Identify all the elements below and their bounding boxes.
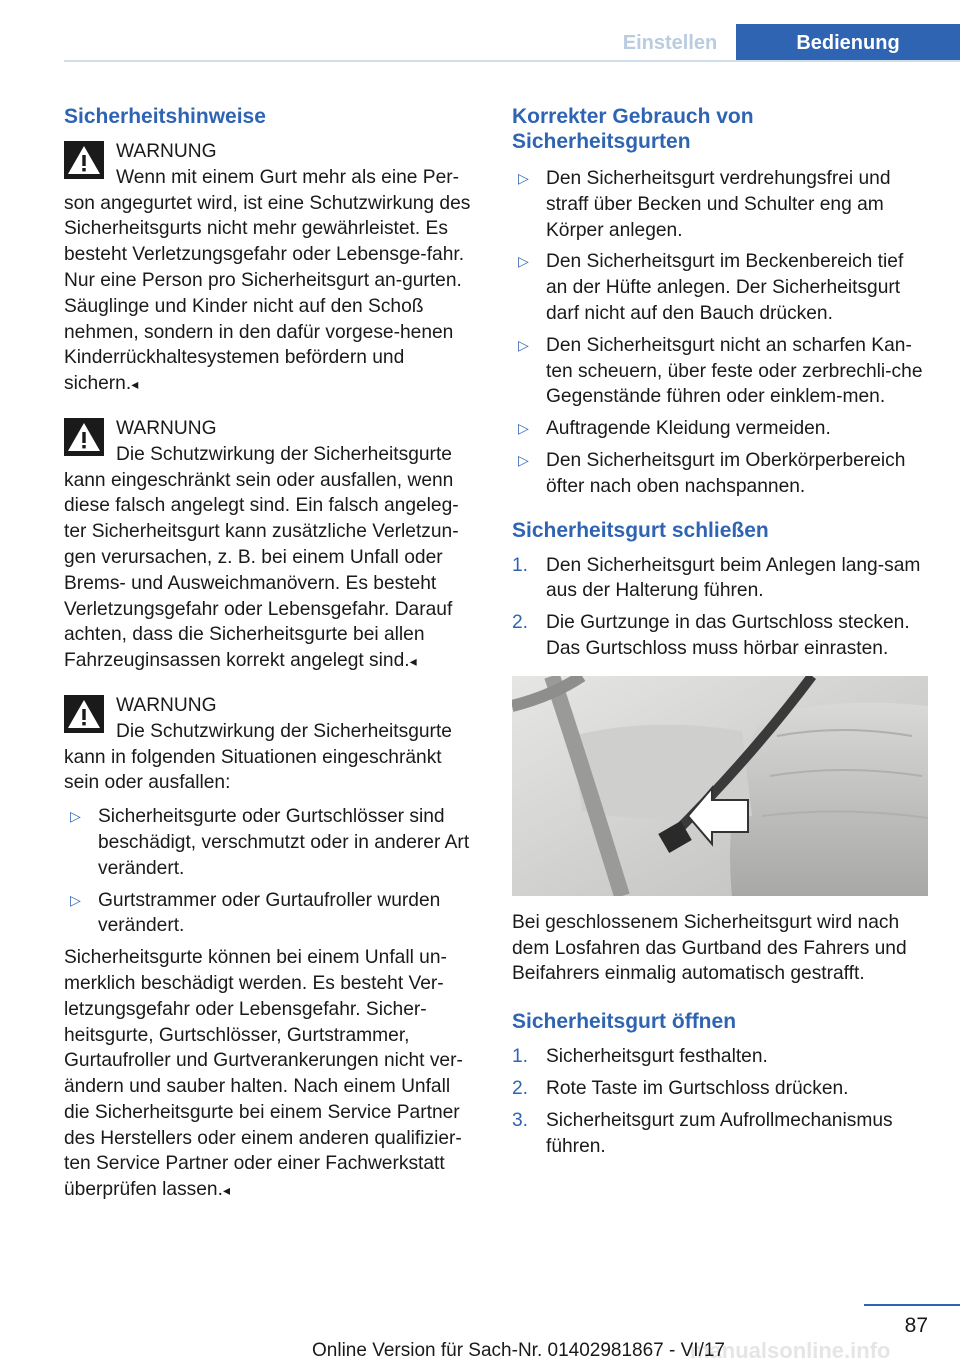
triangle-bullet-icon: ▷ <box>518 420 529 437</box>
end-mark: ◂ <box>409 653 417 670</box>
seatbelt-photo-illustration <box>512 676 928 896</box>
triangle-bullet-icon: ▷ <box>518 336 529 353</box>
warning-list <box>64 804 478 939</box>
list-item: 3. Sicherheitsgurt zum Aufrollmechanismus führen. <box>512 1109 893 1157</box>
list-item: 1. Sicherheitsgurt festhalten. <box>512 1046 768 1068</box>
tab-einstellen[interactable]: Einstellen <box>622 31 718 54</box>
online-version-text: Online Version für Sach-Nr. 01402981867 - VI/17 <box>312 1340 725 1361</box>
warning-text-first: Wenn mit einem Gurt mehr als eine Per- <box>116 166 460 188</box>
open-steps <box>512 1044 928 1159</box>
right-column <box>512 104 928 1167</box>
warning-text-first: Die Schutzwirkung der Sicherheitsgurte <box>116 443 452 465</box>
header-rule <box>64 60 960 62</box>
list-item: ▷ Den Sicherheitsgurt nicht an scharfen Kan-ten scheuern, über feste oder zerbrechli-che Gegenstände führen oder einklem-men. <box>518 334 923 408</box>
page-number: 87 <box>904 1314 928 1337</box>
triangle-bullet-icon: ▷ <box>70 891 81 908</box>
close-steps <box>512 553 928 662</box>
list-item: 1. Den Sicherheitsgurt beim Anlegen lang-sam aus der Halterung führen. <box>512 554 921 602</box>
warning-text: kann in folgenden Situationen eingeschränkt sein oder ausfallen: <box>64 746 442 794</box>
triangle-bullet-icon: ▷ <box>518 253 529 270</box>
list-item: 2. Rote Taste im Gurtschloss drücken. <box>512 1077 849 1099</box>
seatbelt-buckle-photo <box>512 676 928 896</box>
warning-triangle-icon <box>64 418 104 456</box>
warning-text: kann eingeschränkt sein oder ausfallen, wenn diese falsch angelegt sind. Ein falsch angeleg-ter Sicherheitsgurt kann zusätzliche Verletzun-gen verursachen, z. B. bei einem Unfall oder Brems- und Ausweichmanövern. Es besteht Verletzungsgefahr oder Lebensgefahr. Darauf achten, dass die Sicherheitsgurte bei allen Fahrzeuginsassen korrekt angelegt sind.◂ <box>64 469 459 672</box>
list-item: 2. Die Gurtzunge in das Gurtschloss stecken. Das Gurtschloss muss hörbar einrasten. <box>512 612 910 659</box>
warning-text-after: Sicherheitsgurte können bei einem Unfall un-merklich beschädigt werden. Es besteht Ver-letzungsgefahr oder Lebensgefahr. Sicher-heitsgurte, Gurtschlösser, Gurtstrammer, Gurtaufroller und Gurtverankerungen nicht ver-ändern und sauber halten. Nach einem Unfall die Sicherheitsgurte bei einem Service Partner des Herstellers oder einem anderen qualifizier-ten Service Partner oder einer Fachwerkstatt überprüfen lassen.◂ <box>64 947 463 1201</box>
warning-text: son angegurtet wird, ist eine Schutzwirkung des Sicherheitsgurts nicht mehr gewährleistet. Es besteht Verletzungsgefahr oder Lebensge-fahr. Nur eine Person pro Sicherheitsgurt an-gurten. Säuglinge und Kinder nicht auf den Schoß nehmen, sondern in den dafür vorgese-henen Kinderrückhaltesystemen befördern und sichern.◂ <box>64 192 471 395</box>
warning-triangle-icon <box>64 141 104 179</box>
tab-bedienung[interactable]: Bedienung <box>736 24 960 62</box>
list-item: ▷ Den Sicherheitsgurt im Oberkörperbereich öfter nach oben nachspannen. <box>518 449 906 497</box>
list-item: ▷ Sicherheitsgurte oder Gurtschlösser sind beschädigt, verschmutzt oder in anderer Art verändert. <box>70 806 470 879</box>
usage-list <box>512 166 928 500</box>
list-item: ▷ Den Sicherheitsgurt verdrehungsfrei und straff über Becken und Schulter eng am Körper anlegen. <box>518 168 891 241</box>
caption-text: Bei geschlossenem Sicherheitsgurt wird nach dem Losfahren das Gurtband des Fahrers und Beifahrers einmalig automatisch gestrafft. <box>512 911 907 985</box>
warning-block-1 <box>64 139 478 398</box>
warning-triangle-icon <box>64 695 104 733</box>
warning-block-3 <box>64 693 478 1204</box>
footer-rule <box>864 1304 960 1306</box>
section-heading-oeffnen: Sicherheitsgurt öffnen <box>512 1010 737 1034</box>
warning-label: WARNUNG <box>116 141 217 162</box>
list-item: ▷ Gurtstrammer oder Gurtaufroller wurden verändert. <box>70 889 441 937</box>
warning-block-2 <box>64 416 478 675</box>
list-item: ▷ Auftragende Kleidung vermeiden. <box>512 416 928 442</box>
end-mark: ◂ <box>222 1182 230 1199</box>
section-heading-sicherheitshinweise: Sicherheitshinweise <box>64 105 266 128</box>
warning-text-first: Die Schutzwirkung der Sicherheitsgurte <box>116 720 452 742</box>
triangle-bullet-icon: ▷ <box>518 451 529 468</box>
triangle-bullet-icon: ▷ <box>518 170 529 186</box>
triangle-bullet-icon: ▷ <box>70 808 81 825</box>
warning-label: WARNUNG <box>116 417 217 439</box>
section-heading-korrekter-gebrauch: Korrekter Gebrauch von Sicherheitsgurten <box>512 105 754 153</box>
warning-label: WARNUNG <box>116 694 217 716</box>
end-mark: ◂ <box>131 376 139 393</box>
left-column <box>64 104 478 1216</box>
list-item: ▷ Den Sicherheitsgurt im Beckenbereich tief an der Hüfte anlegen. Der Sicherheitsgurt darf nicht auf den Bauch drücken. <box>518 251 904 324</box>
section-heading-schliessen: Sicherheitsgurt schließen <box>512 518 769 542</box>
watermark: manualsonline.info <box>690 1338 891 1362</box>
